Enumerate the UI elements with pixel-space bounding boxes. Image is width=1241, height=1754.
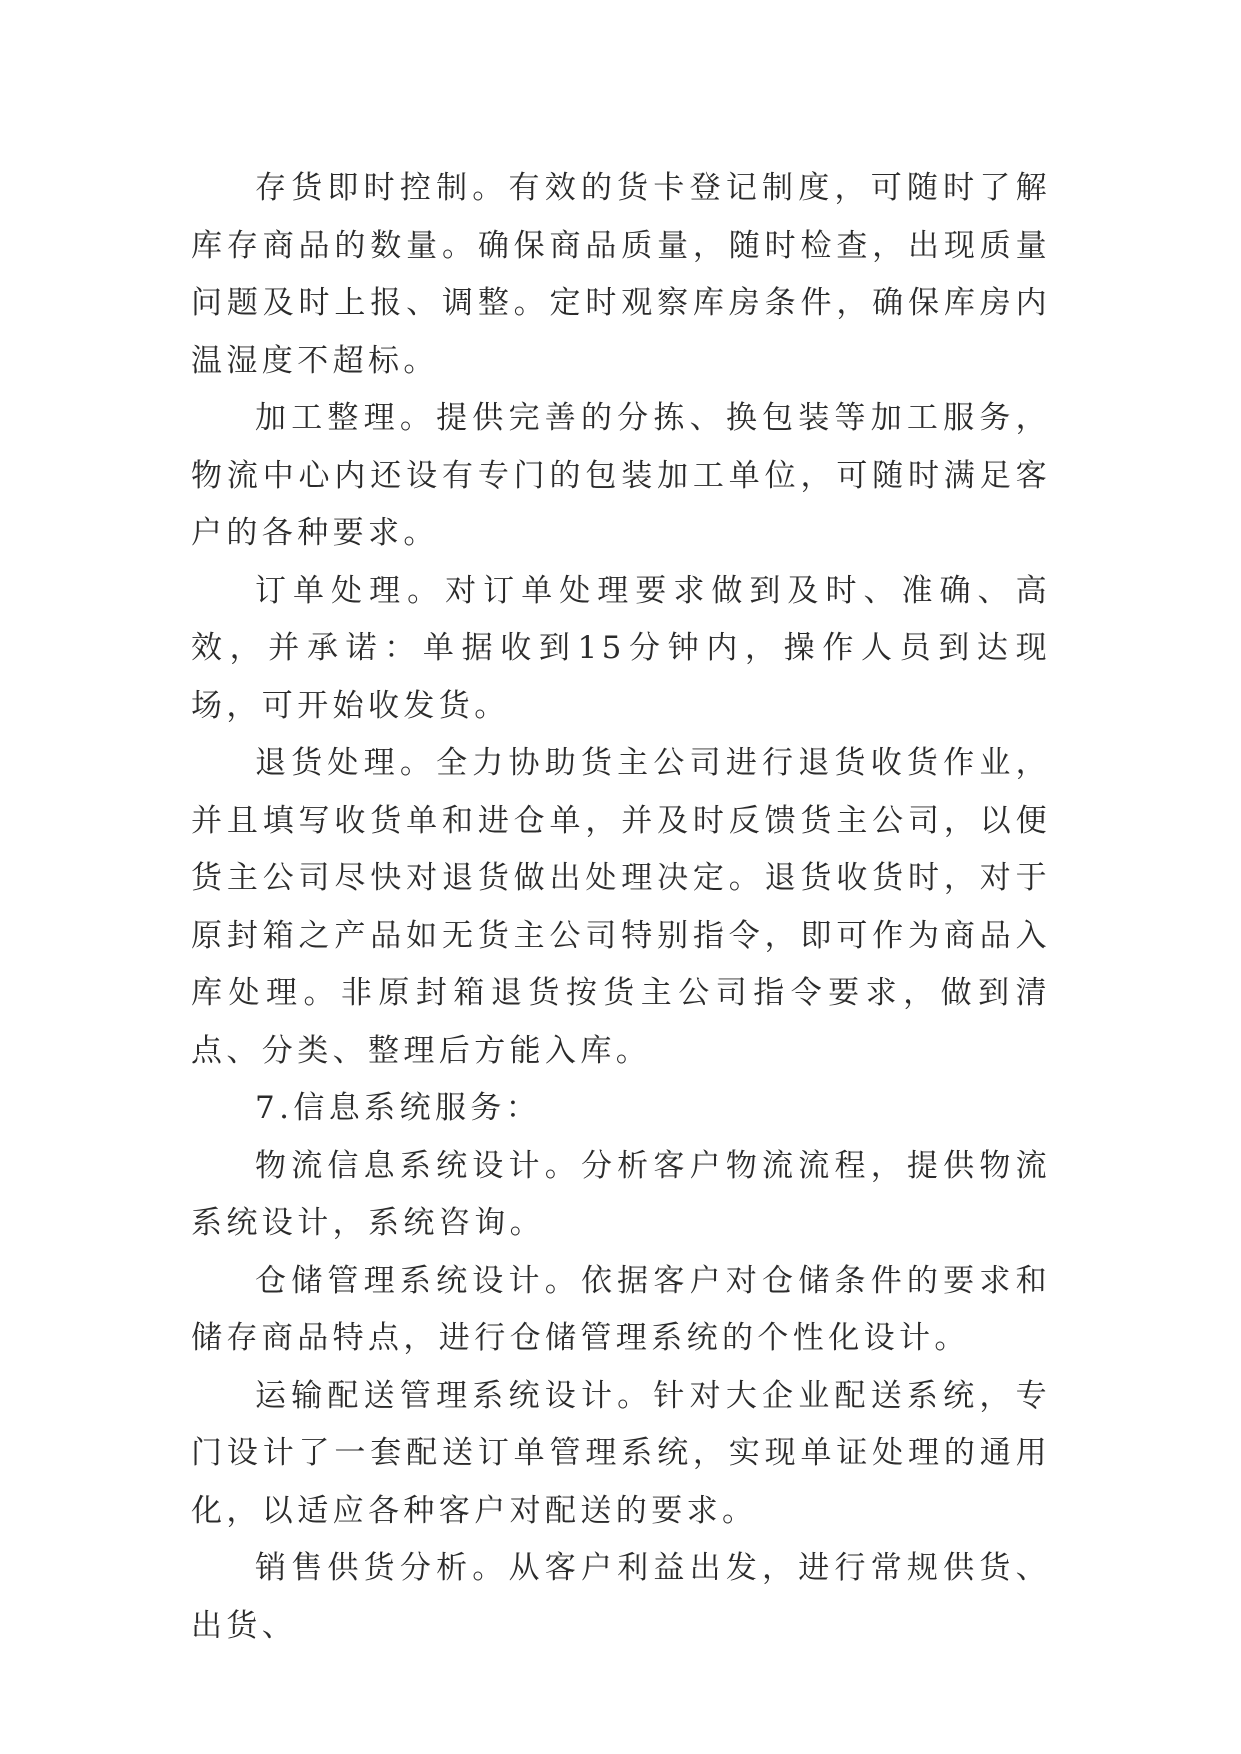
document-body	[191, 160, 1051, 1655]
paragraph-inventory-control: 存货即时控制。有效的货卡登记制度，可随时了解库存商品的数量。确保商品质量，随时检查，出现质量问题及时上报、调整。定时观察库房条件，确保库房内温湿度不超标。	[191, 170, 1051, 379]
paragraph-transport-distribution-system: 运输配送管理系统设计。针对大企业配送系统，专门设计了一套配送订单管理系统，实现单证处理的通用化，以适应各种客户对配送的要求。	[191, 1377, 1051, 1529]
paragraph-sales-supply-analysis: 销售供货分析。从客户利益出发，进行常规供货、出货、	[191, 1550, 1051, 1644]
paragraph-returns-processing: 退货处理。全力协助货主公司进行退货收货作业，并且填写收货单和进仓单，并及时反馈货主公司，以便货主公司尽快对退货做出处理决定。退货收货时，对于原封箱之产品如无货主公司特别指令，即可作为商品入库处理。非原封箱退货按货主公司指令要求，做到清点、分类、整理后方能入库。	[191, 745, 1051, 1069]
section-heading-information-system-services: 7.信息系统服务：	[255, 1090, 542, 1126]
paragraph-logistics-information-system: 物流信息系统设计。分析客户物流流程，提供物流系统设计，系统咨询。	[191, 1147, 1051, 1241]
paragraph-order-processing: 订单处理。对订单处理要求做到及时、准确、高效，并承诺：单据收到15分钟内，操作人员到达现场，可开始收发货。	[191, 572, 1051, 724]
paragraph-warehouse-management-system: 仓储管理系统设计。依据客户对仓储条件的要求和储存商品特点，进行仓储管理系统的个性化设计。	[191, 1262, 1051, 1356]
paragraph-processing: 加工整理。提供完善的分拣、换包装等加工服务，物流中心内还设有专门的包装加工单位，可随时满足客户的各种要求。	[191, 400, 1051, 551]
